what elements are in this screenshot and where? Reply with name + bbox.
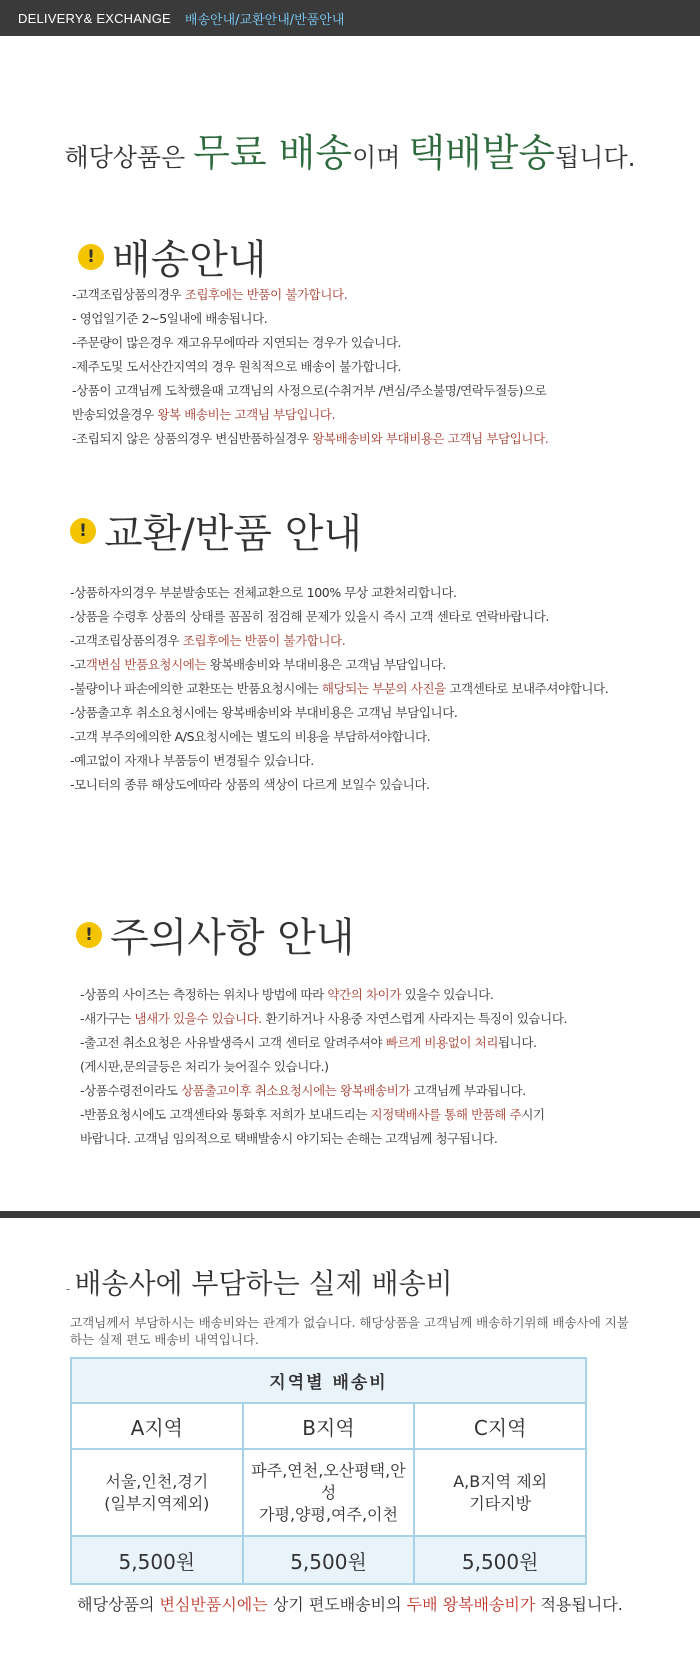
- free-shipping-banner: [0, 122, 700, 177]
- promo-part5: 됩니다.: [555, 143, 636, 172]
- notice-line: [80, 1007, 567, 1031]
- notice-text: -새가구는: [80, 1011, 135, 1026]
- return-fee-notice: [0, 1592, 700, 1615]
- promo-part1: 해당상품은: [64, 143, 194, 172]
- header-nav-links[interactable]: 배송안내/교환안내/반품안내: [184, 12, 345, 28]
- notice-text: 왕복배송비와 부대비용은 고객님 부담입니다.: [206, 657, 446, 672]
- highlighted-text: 왕복 배송비는 고객님 부담입니다.: [157, 407, 336, 422]
- notice-text: 반송되었을경우: [72, 407, 158, 422]
- promo-free-shipping: 무료 배송: [193, 131, 353, 175]
- region-c-label: C지역: [414, 1403, 586, 1449]
- notice-text: -고: [70, 657, 86, 672]
- highlighted-text: 빠르게 비용없이 처리: [385, 1035, 498, 1050]
- notice-text: 고객님께 부과됩니다.: [410, 1083, 526, 1098]
- notice-text: -고객 부주의에의한 A/S요청시에는 별도의 비용을 부담하셔야합니다.: [70, 729, 431, 744]
- promo-courier: 택배발송: [408, 131, 556, 175]
- region-a-areas: [71, 1449, 243, 1536]
- highlighted-text: 해당되는 부분의 사진을: [321, 681, 446, 696]
- title-dash: -: [66, 1282, 71, 1296]
- notice-text: 환기하거나 사용중 자연스럽게 사라지는 특징이 있습니다.: [261, 1011, 568, 1026]
- notice-text: -반품요청시에도 고객센타와 통화후 저희가 보내드리는: [80, 1107, 371, 1122]
- notice-text: -예고없이 자재나 부품등이 변경될수 있습니다.: [70, 753, 314, 768]
- caution-title: 주의사항 안내: [110, 915, 355, 961]
- notice-text: -제주도및 도서산간지역의 경우 원칙적으로 배송이 불가합니다.: [72, 359, 402, 374]
- highlighted-text: 약간의 차이가: [327, 987, 402, 1002]
- shipping-cost-description: 고객님께서 부담하시는 배송비와는 관계가 없습니다. 해당상품을 고객님께 배송하기위해 배송사에 지불하는 실제 편도 배송비 내역입니다.: [70, 1315, 629, 1347]
- notice-line: [72, 379, 548, 403]
- highlighted-text: 왕복배송비와 부대비용은 고객님 부담입니다.: [312, 431, 549, 446]
- notice-line: [80, 983, 567, 1007]
- promo-part3: 이며: [352, 143, 409, 172]
- regional-shipping-fee-table: [70, 1357, 587, 1585]
- region-b-areas: [243, 1449, 415, 1536]
- shipping-cost-title-text: 배송사에 부담하는 실제 배송비: [74, 1267, 453, 1300]
- header-bar: [0, 0, 700, 36]
- notice-line: [72, 403, 548, 427]
- notice-text: -상품이 고객님께 도착했을때 고객님의 사정으로(수취거부 /변심/주소불명/연락두절등)으로: [72, 383, 547, 398]
- notice-line: [80, 1127, 567, 1151]
- highlighted-text: 조립후에는 반품이 불가합니다.: [182, 633, 346, 648]
- notice-line: [70, 605, 608, 629]
- notice-line: [70, 725, 608, 749]
- region-c-areas: [414, 1449, 586, 1536]
- notice-text: -상품수령전이라도: [80, 1083, 182, 1098]
- notice-line: [80, 1079, 567, 1103]
- notice-text: -상품을 수령후 상품의 상태를 꼼꼼히 점검해 문제가 있을시 즉시 고객 센타로 연락바랍니다.: [70, 609, 549, 624]
- exclamation-icon: !: [78, 244, 104, 270]
- footer-part1: 해당상품의: [77, 1595, 160, 1614]
- region-a-price: 5,500원: [71, 1536, 243, 1584]
- region-b-areas-line2: 가평,양평,여주,이천: [259, 1504, 398, 1524]
- highlighted-text: 지정택배사를 통해 반품해 주: [370, 1107, 522, 1122]
- notice-line: [70, 581, 608, 605]
- delivery-section-title: [78, 228, 267, 285]
- notice-text: 고객센타로 보내주셔야합니다.: [445, 681, 609, 696]
- highlighted-text: 객변심 반품요청시에는: [85, 657, 207, 672]
- notice-line: [80, 1103, 567, 1127]
- footer-change-of-mind: 변심반품시에는: [159, 1595, 268, 1614]
- section-divider: [0, 1211, 700, 1218]
- notice-line: [72, 427, 548, 451]
- highlighted-text: 상품출고이후 취소요청시에는 왕복배송비가: [181, 1083, 411, 1098]
- notice-text: - 영업일기준 2~5일내에 배송됩니다.: [72, 311, 268, 326]
- notice-line: [70, 677, 608, 701]
- notice-text: 바랍니다. 고객님 임의적으로 택배발송시 야기되는 손해는 고객님께 청구됩니다.: [80, 1131, 498, 1146]
- notice-text: -상품의 사이즈는 측정하는 위치나 방법에 따라: [80, 987, 328, 1002]
- notice-text: 있을수 있습니다.: [401, 987, 494, 1002]
- delivery-notice-list: [72, 283, 548, 451]
- highlighted-text: 조립후에는 반품이 불가합니다.: [184, 287, 348, 302]
- notice-text: (게시판,문의글등은 처리가 늦어질수 있습니다.): [80, 1059, 329, 1074]
- notice-line: [70, 653, 608, 677]
- exchange-notice-list: [70, 581, 608, 797]
- notice-text: -불량이나 파손에의한 교환또는 반품요청시에는: [70, 681, 322, 696]
- shipping-cost-title: [66, 1262, 453, 1302]
- header-title-en: DELIVERY& EXCHANGE: [18, 10, 171, 26]
- notice-text: -모니터의 종류 해상도에따라 상품의 색상이 다르게 보일수 있습니다.: [70, 777, 430, 792]
- notice-line: [80, 1031, 567, 1055]
- region-a-areas-line2: (일부지역제외): [104, 1493, 210, 1513]
- region-a-label: A지역: [71, 1403, 243, 1449]
- table-header: 지역별 배송비: [71, 1358, 586, 1403]
- notice-text: -고객조립상품의경우: [70, 633, 183, 648]
- notice-line: [70, 773, 608, 797]
- region-a-areas-line1: 서울,인천,경기: [105, 1471, 209, 1491]
- highlighted-text: 냄새가 있을수 있습니다.: [134, 1011, 262, 1026]
- notice-text: -고객조립상품의경우: [72, 287, 185, 302]
- footer-part3: 상기 편도배송비의: [267, 1595, 407, 1614]
- notice-line: [72, 331, 548, 355]
- notice-text: 됩니다.: [498, 1035, 537, 1050]
- notice-text: -상품하자의경우 부분발송또는 전체교환으로 100% 무상 교환처리합니다.: [70, 585, 457, 600]
- notice-line: [72, 355, 548, 379]
- notice-text: -출고전 취소요청은 사유발생즉시 고객 센터로 알려주셔야: [80, 1035, 386, 1050]
- delivery-title: 배송안내: [112, 237, 267, 283]
- exclamation-icon: !: [70, 518, 96, 544]
- notice-text: -상품출고후 취소요청시에는 왕복배송비와 부대비용은 고객님 부담입니다.: [70, 705, 458, 720]
- notice-line: [80, 1055, 567, 1079]
- notice-text: 시기: [521, 1107, 545, 1122]
- region-b-price: 5,500원: [243, 1536, 415, 1584]
- notice-line: [70, 629, 608, 653]
- notice-text: -조립되지 않은 상품의경우 변심반품하실경우: [72, 431, 313, 446]
- footer-double-fee: 두배 왕복배송비가: [406, 1595, 536, 1614]
- caution-section-title: [76, 906, 355, 963]
- region-b-label: B지역: [243, 1403, 415, 1449]
- exclamation-icon: !: [76, 922, 102, 948]
- notice-line: [72, 307, 548, 331]
- notice-line: [72, 283, 548, 307]
- region-b-areas-line1: 파주,연천,오산평택,안성: [251, 1460, 406, 1502]
- region-c-price: 5,500원: [414, 1536, 586, 1584]
- region-c-areas-line2: 기타지방: [469, 1493, 532, 1513]
- notice-line: [70, 749, 608, 773]
- exchange-title: 교환/반품 안내: [104, 511, 363, 557]
- footer-part5: 적용됩니다.: [535, 1595, 623, 1614]
- caution-notice-list: [80, 983, 567, 1151]
- region-c-areas-line1: A,B지역 제외: [453, 1471, 548, 1491]
- notice-text: -주문량이 많은경우 재고유무에따라 지연되는 경우가 있습니다.: [72, 335, 402, 350]
- exchange-section-title: [70, 502, 362, 559]
- notice-line: [70, 701, 608, 725]
